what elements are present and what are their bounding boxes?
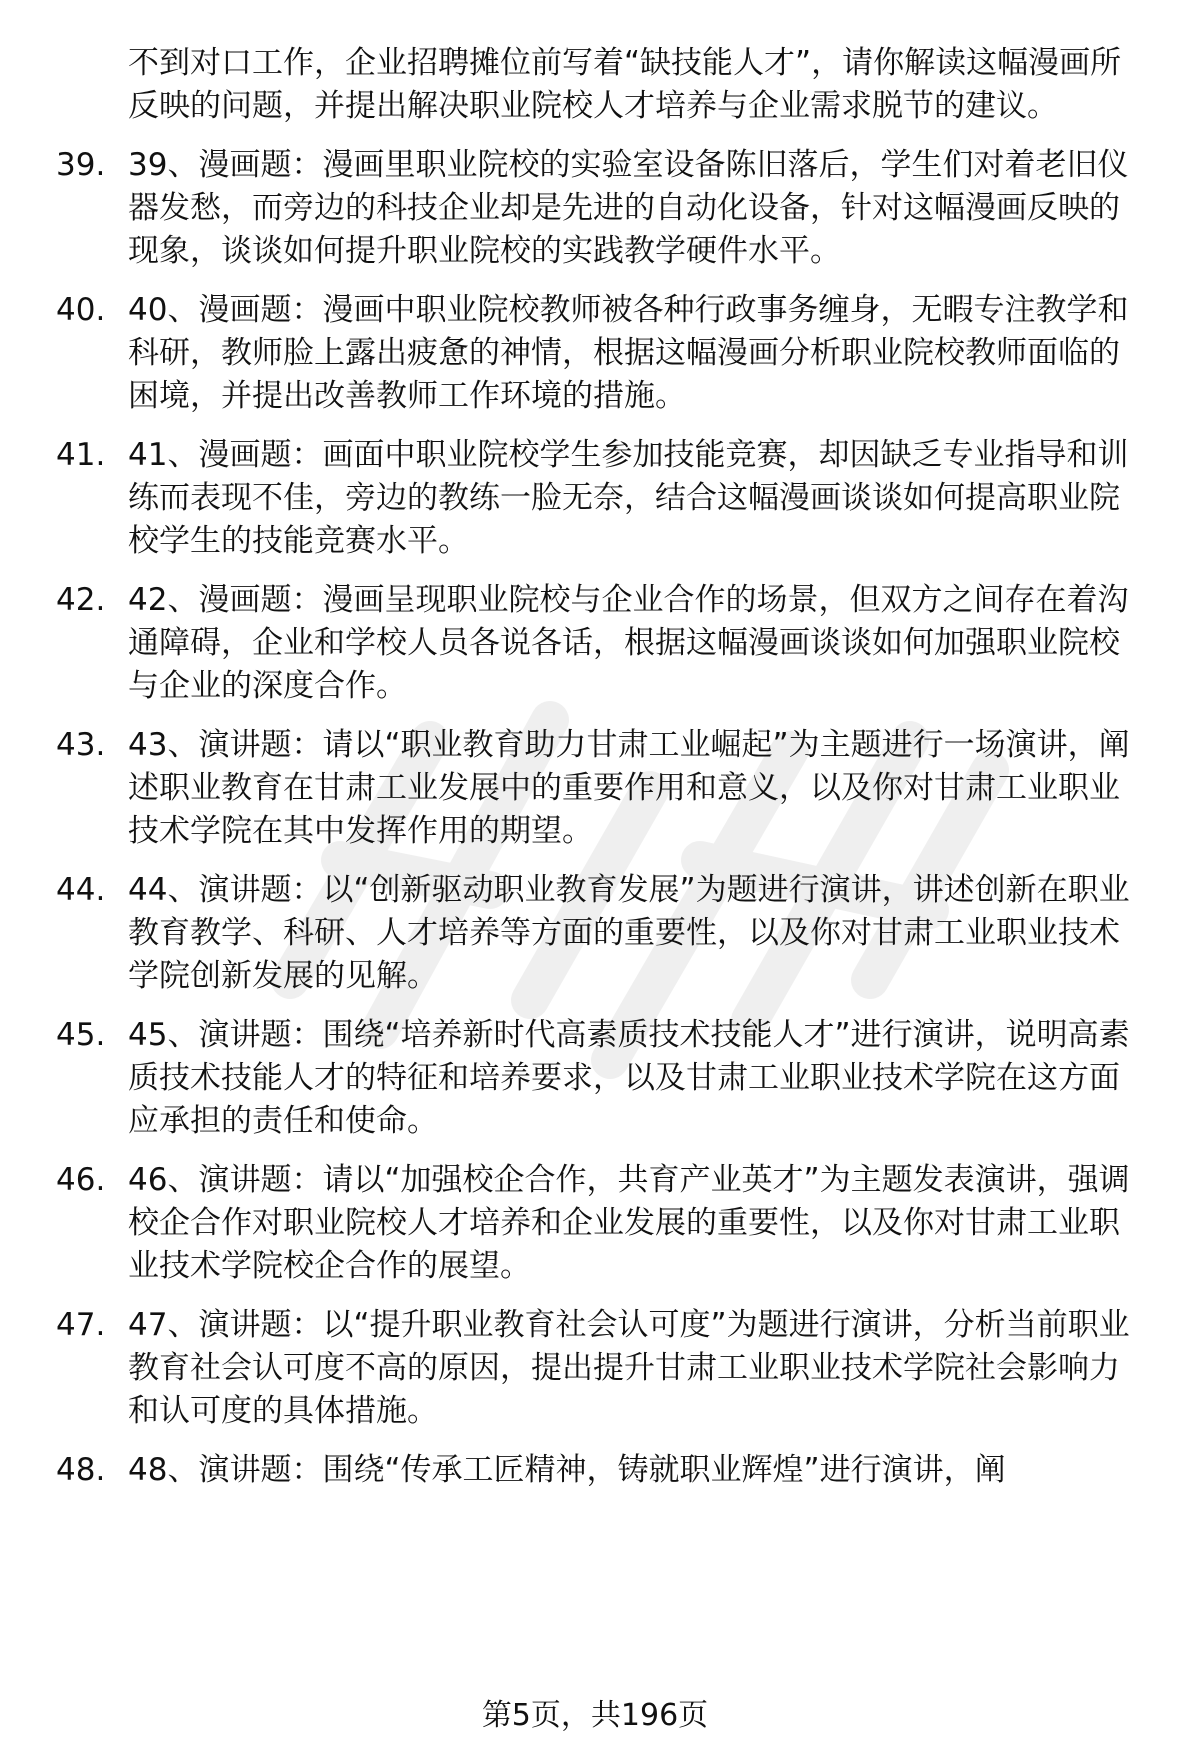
list-item-text: 47、演讲题：以“提升职业教育社会认可度”为题进行演讲，分析当前职业教育社会认可度不高的原因，提出提升甘肃工业职业技术学院社会影响力和认可度的具体措施。 [128,1307,1130,1429]
list-item-41 [0,434,1190,563]
list-number: 46. [56,1162,106,1198]
list-item-text: 40、漫画题：漫画中职业院校教师被各种行政事务缠身，无暇专注教学和科研，教师脸上露出疲惫的神情，根据这幅漫画分析职业院校教师面临的困境，并提出改善教师工作环境的措施。 [128,292,1129,414]
list-number: 39. [56,147,106,183]
list-number: 43. [56,727,106,763]
list-number: 47. [56,1307,106,1343]
list-item-48 [0,1449,1190,1492]
document-content [0,42,1190,1508]
list-item-text: 45、演讲题：围绕“培养新时代高素质技术技能人才”进行演讲，说明高素质技术技能人才的特征和培养要求，以及甘肃工业职业技术学院在这方面应承担的责任和使命。 [128,1017,1130,1139]
list-number: 41. [56,437,106,473]
list-item-40 [0,289,1190,418]
list-item-43 [0,724,1190,853]
list-item-text: 48、演讲题：围绕“传承工匠精神，铸就职业辉煌”进行演讲，阐 [128,1452,1006,1488]
continued-paragraph: 不到对口工作，企业招聘摊位前写着“缺技能人才”，请你解读这幅漫画所反映的问题，并提出解决职业院校人才培养与企业需求脱节的建议。 [128,45,1122,124]
list-item-39 [0,144,1190,273]
list-item-text: 42、漫画题：漫画呈现职业院校与企业合作的场景，但双方之间存在着沟通障碍，企业和学校人员各说各话，根据这幅漫画谈谈如何加强职业院校与企业的深度合作。 [128,582,1129,704]
list-item-47 [0,1304,1190,1433]
list-number: 44. [56,872,106,908]
list-item-text: 41、漫画题：画面中职业院校学生参加技能竞赛，却因缺乏专业指导和训练而表现不佳，旁边的教练一脸无奈，结合这幅漫画谈谈如何提高职业院校学生的技能竞赛水平。 [128,437,1129,559]
list-item-44 [0,869,1190,998]
list-number: 48. [56,1452,106,1488]
list-number: 40. [56,292,106,328]
list-item-45 [0,1014,1190,1143]
list-item-text: 44、演讲题：以“创新驱动职业教育发展”为题进行演讲，讲述创新在职业教育教学、科研、人才培养等方面的重要性，以及你对甘肃工业职业技术学院创新发展的见解。 [128,872,1130,994]
list-item-text: 46、演讲题：请以“加强校企合作，共育产业英才”为主题发表演讲，强调校企合作对职业院校人才培养和企业发展的重要性，以及你对甘肃工业职业技术学院校企合作的展望。 [128,1162,1130,1284]
list-number: 45. [56,1017,106,1053]
list-number: 42. [56,582,106,618]
list-item-46 [0,1159,1190,1288]
list-item-text: 43、演讲题：请以“职业教育助力甘肃工业崛起”为主题进行一场演讲，阐述职业教育在甘肃工业发展中的重要作用和意义，以及你对甘肃工业职业技术学院在其中发挥作用的期望。 [128,727,1130,849]
list-item-42 [0,579,1190,708]
list-item-text: 39、漫画题：漫画里职业院校的实验室设备陈旧落后，学生们对着老旧仪器发愁，而旁边的科技企业却是先进的自动化设备，针对这幅漫画反映的现象，谈谈如何提升职业院校的实践教学硬件水平。 [128,147,1129,269]
page-footer: 第5页，共196页 [481,1698,709,1733]
